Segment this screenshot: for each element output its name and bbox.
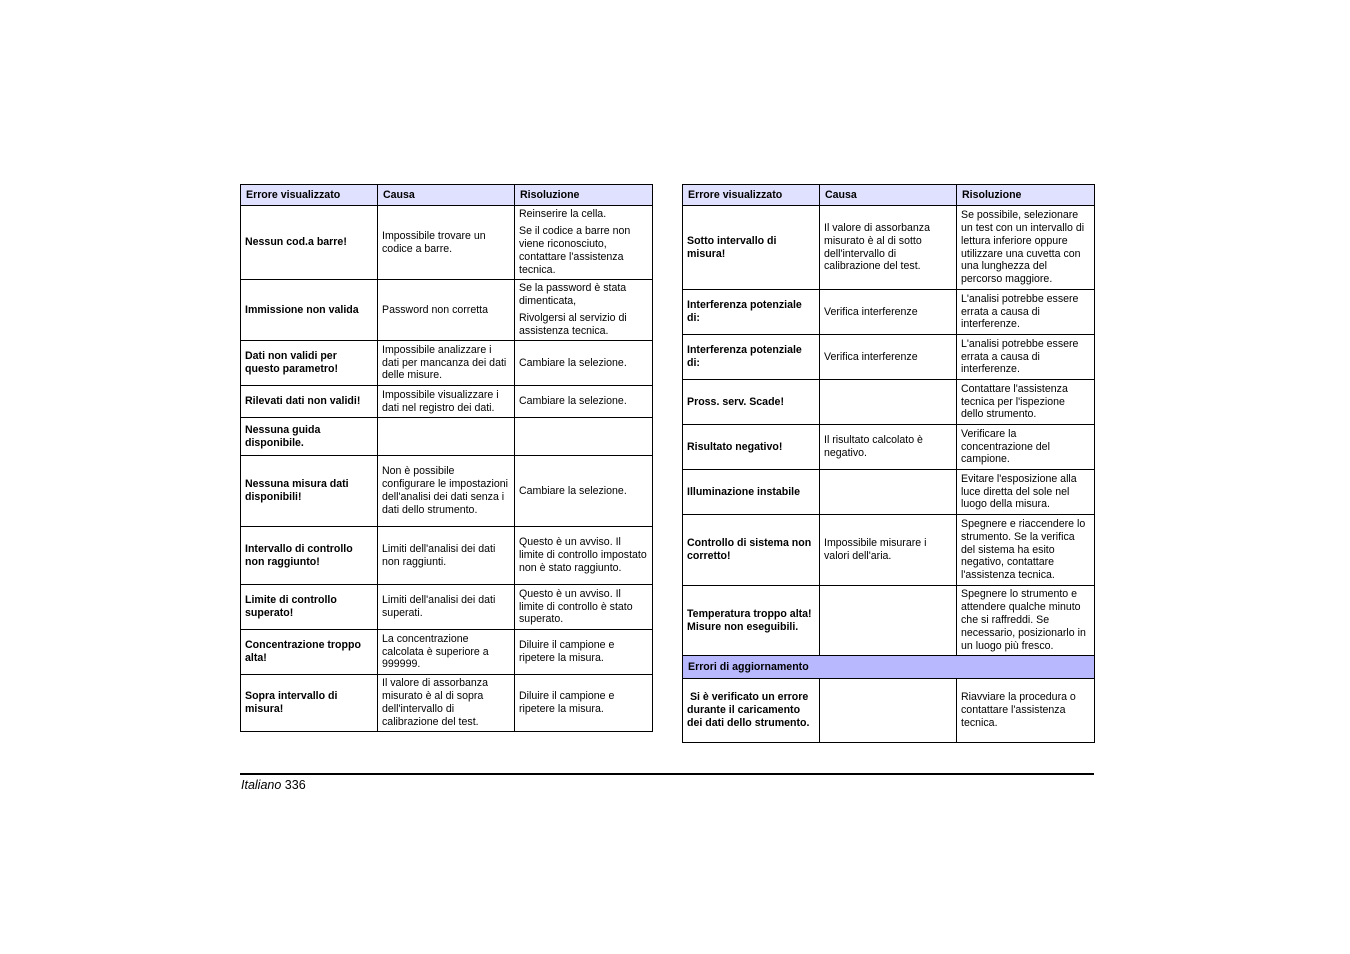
table-row (683, 470, 1095, 515)
resolution-cell: Spegnere e riaccendere lo strumento. Se la verifica del sistema ha esito negativo, contattare l'assistenza tecnica. (957, 515, 1095, 586)
error-cell: Temperatura troppo alta! Misure non eseguibili. (683, 586, 820, 656)
error-cell: Illuminazione instabile (683, 470, 820, 515)
cause-cell: Impossibile misurare i valori dell'aria. (820, 515, 957, 586)
resolution-cell: Questo è un avviso. Il limite di controllo impostato non è stato raggiunto. (515, 527, 653, 585)
error-cell: Immissione non valida (241, 280, 378, 341)
cause-cell (820, 380, 957, 425)
cause-cell: Password non corretta (378, 280, 515, 341)
cause-cell: Impossibile trovare un codice a barre. (378, 206, 515, 280)
table-row (683, 515, 1095, 586)
table-row (683, 206, 1095, 290)
error-cell: Pross. serv. Scade! (683, 380, 820, 425)
table-row (241, 527, 653, 585)
error-cell: Intervallo di controllo non raggiunto! (241, 527, 378, 585)
resolution-cell (515, 206, 653, 280)
error-table-right (682, 184, 1095, 743)
header-error: Errore visualizzato (241, 185, 378, 206)
error-cell: Nessuna guida disponibile. (241, 418, 378, 456)
resolution-cell (515, 280, 653, 341)
resolution-cell: Riavviare la procedura o contattare l'assistenza tecnica. (957, 679, 1095, 743)
cause-cell: Il valore di assorbanza misurato è al di sotto dell'intervallo di calibrazione del test. (820, 206, 957, 290)
table-row (241, 675, 653, 732)
resolution-cell: Diluire il campione e ripetere la misura. (515, 630, 653, 675)
footer-rule (240, 773, 1094, 775)
error-cell: Sotto intervallo di misura! (683, 206, 820, 290)
resolution-cell: Se possibile, selezionare un test con un intervallo di lettura inferiore oppure utilizzare una cuvetta con una lunghezza del percorso maggiore. (957, 206, 1095, 290)
header-cause: Causa (378, 185, 515, 206)
section-header-row (683, 656, 1095, 679)
table-row (683, 679, 1095, 743)
table-row (241, 418, 653, 456)
page-number: 336 (284, 778, 306, 792)
resolution-cell: Questo è un avviso. Il limite di controllo è stato superato. (515, 585, 653, 630)
header-cause: Causa (820, 185, 957, 206)
error-cell: Rilevati dati non validi! (241, 386, 378, 418)
cause-cell: Limiti dell'analisi dei dati superati. (378, 585, 515, 630)
table-row (683, 290, 1095, 335)
cause-cell (820, 586, 957, 656)
resolution-cell: L'analisi potrebbe essere errata a causa di interferenze. (957, 290, 1095, 335)
error-cell: Controllo di sistema non corretto! (683, 515, 820, 586)
error-cell: Limite di controllo superato! (241, 585, 378, 630)
cause-cell: Il valore di assorbanza misurato è al di sopra dell'intervallo di calibrazione del test. (378, 675, 515, 732)
footer-language: Italiano (241, 778, 282, 792)
resolution-cell: Verificare la concentrazione del campione. (957, 425, 1095, 470)
header-resolution: Risoluzione (957, 185, 1095, 206)
header-error: Errore visualizzato (683, 185, 820, 206)
table-row (241, 341, 653, 386)
table-row (241, 585, 653, 630)
resolution-cell: Cambiare la selezione. (515, 386, 653, 418)
cause-cell: Limiti dell'analisi dei dati non raggiunti. (378, 527, 515, 585)
cause-cell: Il risultato calcolato è negativo. (820, 425, 957, 470)
resolution-cell (515, 418, 653, 456)
cause-cell: Impossibile analizzare i dati per mancanza dei dati delle misure. (378, 341, 515, 386)
resolution-text: Se il codice a barre non viene riconosciuto, contattare l'assistenza tecnica. (519, 224, 631, 276)
table-row (241, 280, 653, 341)
cause-cell: Verifica interferenze (820, 290, 957, 335)
table-row (683, 586, 1095, 656)
table-header-row (683, 185, 1095, 206)
resolution-cell: Cambiare la selezione. (515, 341, 653, 386)
error-cell: Dati non validi per questo parametro! (241, 341, 378, 386)
resolution-text: Reinserire la cella. (519, 208, 607, 220)
table-row (683, 425, 1095, 470)
error-cell: Interferenza potenziale di: (683, 290, 820, 335)
error-cell: Interferenza potenziale di: (683, 335, 820, 380)
cause-cell: Verifica interferenze (820, 335, 957, 380)
table-row (683, 335, 1095, 380)
resolution-cell: Evitare l'esposizione alla luce diretta del sole nel luogo della misura. (957, 470, 1095, 515)
error-cell: Nessun cod.a barre! (241, 206, 378, 280)
error-cell: Si è verificato un errore durante il caricamento dei dati dello strumento. (683, 679, 820, 743)
cause-cell: Non è possibile configurare le impostazioni dell'analisi dei dati senza i dati dello strumento. (378, 456, 515, 527)
table-row (683, 380, 1095, 425)
cause-cell (378, 418, 515, 456)
resolution-cell: Cambiare la selezione. (515, 456, 653, 527)
error-table-left (240, 184, 653, 732)
resolution-cell: Contattare l'assistenza tecnica per l'ispezione dello strumento. (957, 380, 1095, 425)
header-resolution: Risoluzione (515, 185, 653, 206)
error-cell: Risultato negativo! (683, 425, 820, 470)
cause-cell: Impossibile visualizzare i dati nel registro dei dati. (378, 386, 515, 418)
error-cell: Concentrazione troppo alta! (241, 630, 378, 675)
page-footer (241, 778, 306, 792)
table-row (241, 206, 653, 280)
table-row (241, 456, 653, 527)
cause-cell: La concentrazione calcolata è superiore a 999999. (378, 630, 515, 675)
resolution-cell: L'analisi potrebbe essere errata a causa di interferenze. (957, 335, 1095, 380)
table-row (241, 386, 653, 418)
resolution-text: Se la password è stata dimenticata, (519, 282, 627, 307)
table-header-row (241, 185, 653, 206)
resolution-cell: Diluire il campione e ripetere la misura. (515, 675, 653, 732)
error-cell: Nessuna misura dati disponibili! (241, 456, 378, 527)
table-row (241, 630, 653, 675)
resolution-text: Rivolgersi al servizio di assistenza tecnica. (519, 311, 627, 337)
resolution-cell: Spegnere lo strumento e attendere qualche minuto che si raffreddi. Se necessario, posizionarlo in un luogo più fresco. (957, 586, 1095, 656)
section-title: Errori di aggiornamento (683, 656, 1095, 679)
error-cell: Sopra intervallo di misura! (241, 675, 378, 732)
cause-cell (820, 679, 957, 743)
cause-cell (820, 470, 957, 515)
